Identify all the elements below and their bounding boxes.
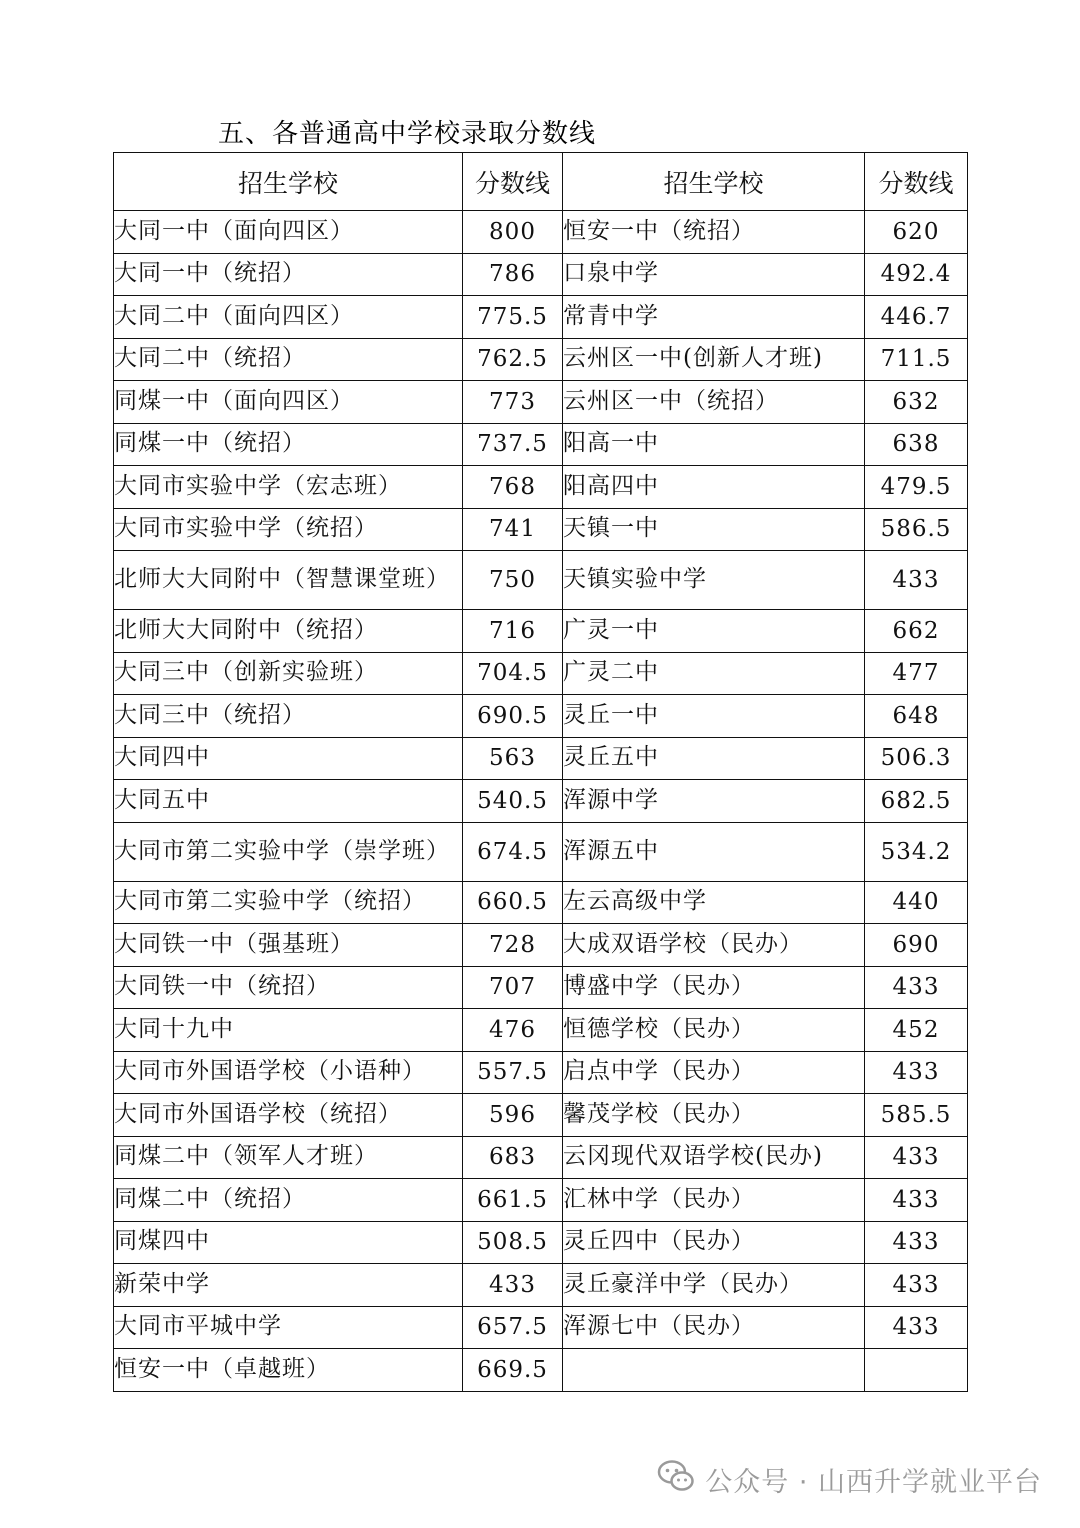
school-cell-right: 恒德学校（民办） [563,1009,865,1052]
school-cell-left: 大同三中（统招） [114,695,463,738]
school-cell-right: 恒安一中（统招） [563,211,865,254]
school-cell-left: 大同三中（创新实验班） [114,652,463,695]
school-cell-left: 大同一中（统招） [114,253,463,296]
score-cell-right: 452 [865,1009,968,1052]
table-row [114,652,968,695]
admission-score-table [113,152,968,1392]
header-school-right: 招生学校 [563,153,865,211]
table-row [114,1306,968,1349]
score-cell-left: 476 [463,1009,563,1052]
watermark [657,1459,1042,1500]
header-score-left: 分数线 [463,153,563,211]
table-row [114,211,968,254]
school-cell-right: 天镇一中 [563,508,865,551]
score-cell-left: 660.5 [463,881,563,924]
table-row [114,695,968,738]
table-row [114,737,968,780]
school-cell-right: 广灵一中 [563,610,865,653]
school-cell-right: 左云高级中学 [563,881,865,924]
school-cell-left: 大同五中 [114,780,463,823]
table-row [114,780,968,823]
score-cell-left: 657.5 [463,1306,563,1349]
score-cell-left: 800 [463,211,563,254]
table-row [114,1136,968,1179]
school-cell-right: 常青中学 [563,296,865,339]
table-row [114,610,968,653]
score-cell-right: 682.5 [865,780,968,823]
school-cell-left: 同煤二中（领军人才班） [114,1136,463,1179]
school-cell-right: 云冈现代双语学校(民办) [563,1136,865,1179]
school-cell-left: 恒安一中（卓越班） [114,1349,463,1392]
table-header-row [114,153,968,211]
score-cell-left: 750 [463,551,563,610]
wechat-icon [657,1459,695,1500]
school-cell-right: 阳高一中 [563,423,865,466]
score-cell-left: 786 [463,253,563,296]
score-cell-left: 741 [463,508,563,551]
score-cell-left: 596 [463,1094,563,1137]
school-cell-left: 同煤一中（面向四区） [114,381,463,424]
score-cell-left: 669.5 [463,1349,563,1392]
score-cell-right: 534.2 [865,822,968,881]
score-cell-right: 506.3 [865,737,968,780]
school-cell-left: 北师大大同附中（智慧课堂班） [114,551,463,610]
school-cell-right: 天镇实验中学 [563,551,865,610]
score-cell-right: 440 [865,881,968,924]
table-row [114,508,968,551]
school-cell-left: 北师大大同附中（统招） [114,610,463,653]
table-row [114,338,968,381]
score-cell-right: 585.5 [865,1094,968,1137]
score-cell-left: 683 [463,1136,563,1179]
score-cell-left: 433 [463,1264,563,1307]
score-cell-right: 638 [865,423,968,466]
school-cell-right: 灵丘一中 [563,695,865,738]
score-cell-right: 477 [865,652,968,695]
table-row [114,1264,968,1307]
score-cell-left: 775.5 [463,296,563,339]
score-cell-right: 492.4 [865,253,968,296]
page-title: 五、各普通高中学校录取分数线 [218,119,597,149]
score-cell-right: 479.5 [865,466,968,509]
table-row [114,466,968,509]
table-row [114,1009,968,1052]
score-cell-right: 690 [865,924,968,967]
table-row [114,924,968,967]
score-cell-right: 433 [865,966,968,1009]
school-cell-left: 大同市第二实验中学（崇学班） [114,822,463,881]
score-cell-right: 433 [865,1221,968,1264]
school-cell-right: 馨茂学校（民办） [563,1094,865,1137]
score-cell-right: 446.7 [865,296,968,339]
table-row [114,966,968,1009]
table-row [114,423,968,466]
score-cell-left: 674.5 [463,822,563,881]
school-cell-right: 灵丘豪洋中学（民办） [563,1264,865,1307]
score-cell-right: 433 [865,551,968,610]
school-cell-right: 启点中学（民办） [563,1051,865,1094]
score-cell-right: 620 [865,211,968,254]
table-row [114,381,968,424]
table-row [114,1094,968,1137]
score-cell-right [865,1349,968,1392]
table-body [114,211,968,1392]
score-cell-left: 563 [463,737,563,780]
school-cell-right: 口泉中学 [563,253,865,296]
school-cell-right: 浑源中学 [563,780,865,823]
table-row [114,551,968,610]
school-cell-left: 大同铁一中（强基班） [114,924,463,967]
watermark-text: 公众号 · 山西升学就业平台 [705,1467,1042,1498]
school-cell-right: 大成双语学校（民办） [563,924,865,967]
score-cell-right: 632 [865,381,968,424]
score-cell-left: 737.5 [463,423,563,466]
school-cell-left: 大同市平城中学 [114,1306,463,1349]
school-cell-left: 大同市外国语学校（小语种） [114,1051,463,1094]
table-row [114,1179,968,1222]
school-cell-left: 同煤四中 [114,1221,463,1264]
school-cell-right: 浑源五中 [563,822,865,881]
school-cell-left: 新荣中学 [114,1264,463,1307]
school-cell-left: 大同十九中 [114,1009,463,1052]
score-cell-right: 662 [865,610,968,653]
school-cell-right: 广灵二中 [563,652,865,695]
header-score-right: 分数线 [865,153,968,211]
school-cell-right: 浑源七中（民办） [563,1306,865,1349]
school-cell-left: 同煤一中（统招） [114,423,463,466]
school-cell-right: 灵丘五中 [563,737,865,780]
school-cell-left: 大同市外国语学校（统招） [114,1094,463,1137]
table-row [114,296,968,339]
score-cell-right: 433 [865,1051,968,1094]
score-cell-left: 716 [463,610,563,653]
score-cell-right: 433 [865,1136,968,1179]
table-row [114,881,968,924]
table-row [114,1221,968,1264]
table-row [114,822,968,881]
school-cell-left: 大同铁一中（统招） [114,966,463,1009]
school-cell-left: 大同一中（面向四区） [114,211,463,254]
school-cell-right: 云州区一中(创新人才班) [563,338,865,381]
score-cell-left: 508.5 [463,1221,563,1264]
school-cell-left: 大同市实验中学（宏志班） [114,466,463,509]
score-cell-left: 704.5 [463,652,563,695]
score-cell-right: 648 [865,695,968,738]
score-cell-left: 728 [463,924,563,967]
score-cell-right: 433 [865,1264,968,1307]
score-cell-right: 433 [865,1306,968,1349]
score-cell-left: 690.5 [463,695,563,738]
header-school-left: 招生学校 [114,153,463,211]
school-cell-right: 汇林中学（民办） [563,1179,865,1222]
score-cell-right: 586.5 [865,508,968,551]
school-cell-right: 灵丘四中（民办） [563,1221,865,1264]
school-cell-right: 博盛中学（民办） [563,966,865,1009]
table-row [114,1051,968,1094]
school-cell-left: 大同二中（统招） [114,338,463,381]
school-cell-right: 阳高四中 [563,466,865,509]
school-cell-left: 大同四中 [114,737,463,780]
score-cell-left: 661.5 [463,1179,563,1222]
school-cell-left: 大同二中（面向四区） [114,296,463,339]
score-cell-right: 711.5 [865,338,968,381]
school-cell-left: 同煤二中（统招） [114,1179,463,1222]
school-cell-right [563,1349,865,1392]
school-cell-left: 大同市实验中学（统招） [114,508,463,551]
score-cell-left: 707 [463,966,563,1009]
school-cell-right: 云州区一中（统招） [563,381,865,424]
score-cell-left: 773 [463,381,563,424]
score-cell-left: 768 [463,466,563,509]
school-cell-left: 大同市第二实验中学（统招） [114,881,463,924]
score-cell-right: 433 [865,1179,968,1222]
score-cell-left: 762.5 [463,338,563,381]
score-cell-left: 557.5 [463,1051,563,1094]
table-row [114,1349,968,1392]
table-row [114,253,968,296]
score-cell-left: 540.5 [463,780,563,823]
